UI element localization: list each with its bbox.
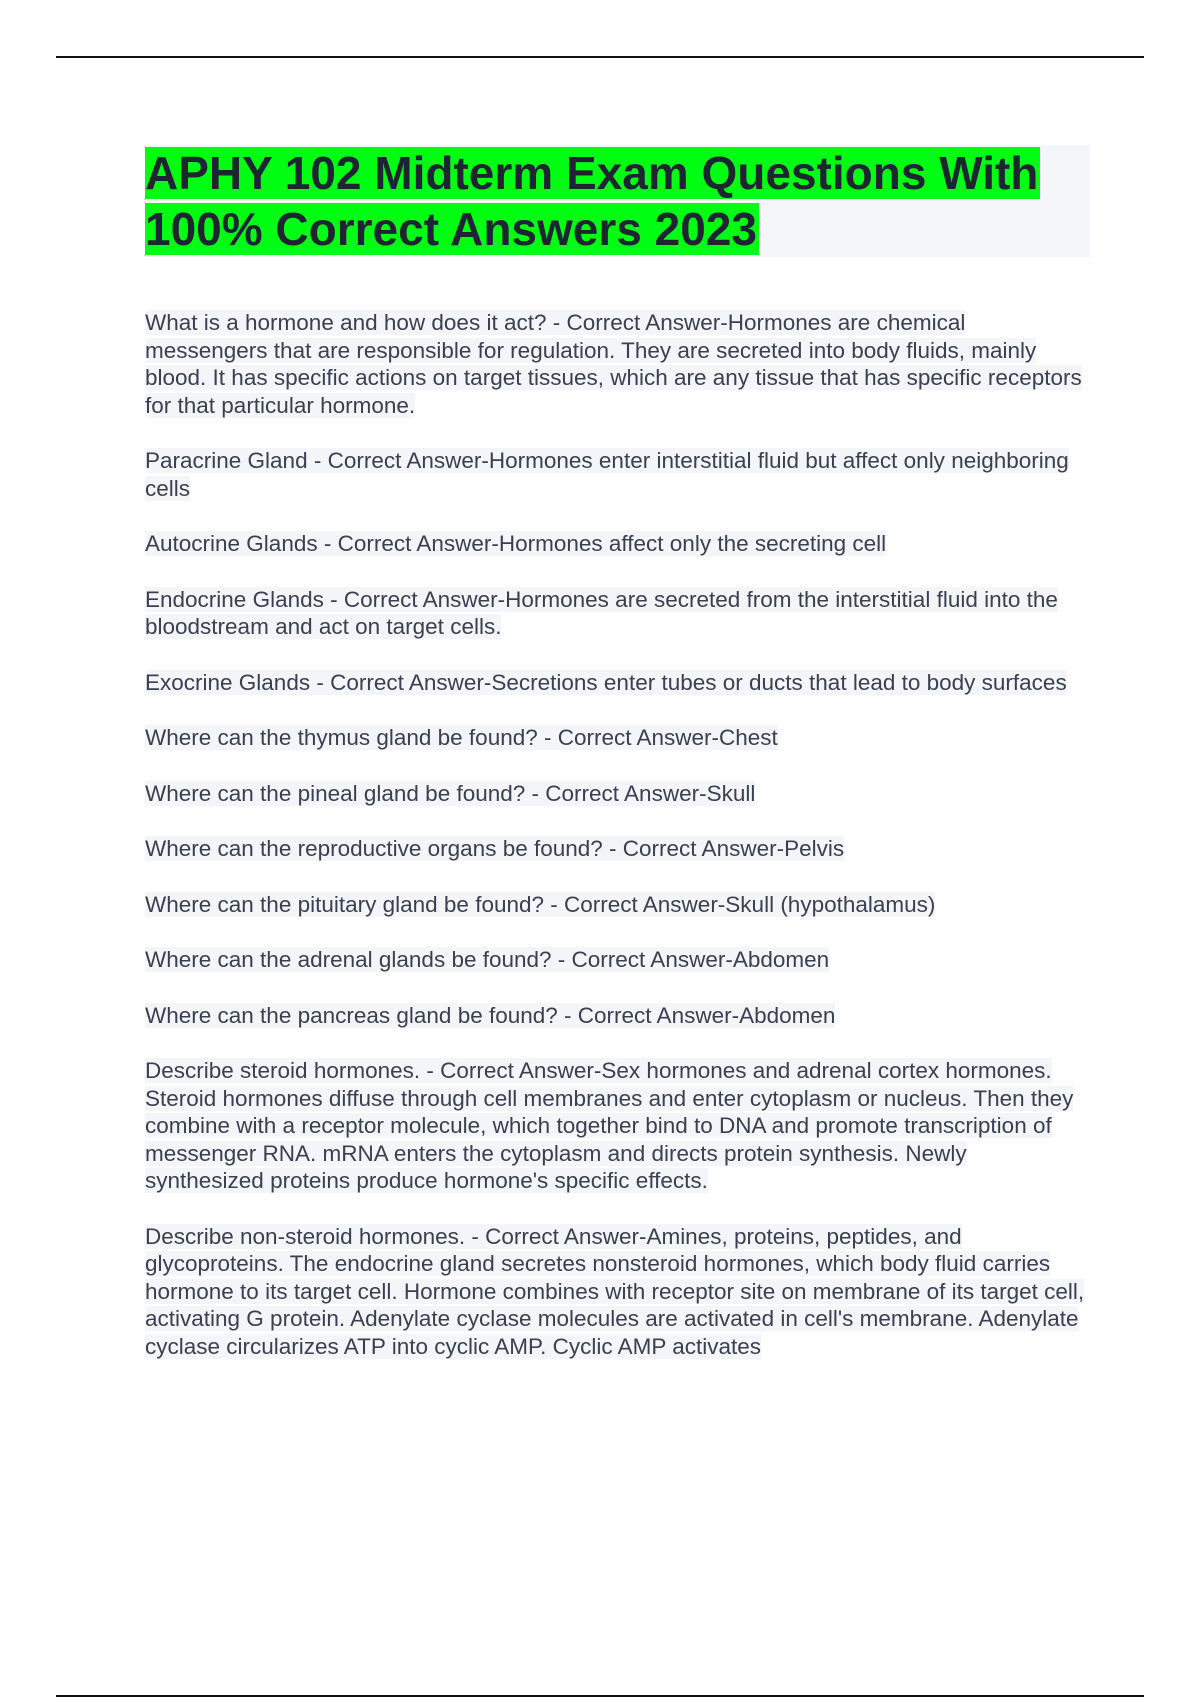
qa-item: Where can the adrenal glands be found? - Correct Answer-Abdomen: [145, 947, 830, 972]
bottom-rule: [56, 1695, 1144, 1697]
document-body: [145, 145, 1090, 1388]
qa-item: Autocrine Glands - Correct Answer-Hormones affect only the secreting cell: [145, 531, 887, 556]
qa-item: Exocrine Glands - Correct Answer-Secretions enter tubes or ducts that lead to body surfaces: [145, 669, 1067, 695]
qa-item: Endocrine Glands - Correct Answer-Hormones are secreted from the interstitial fluid into the bloodstream and act on target cells.: [145, 586, 1058, 639]
title-highlight: APHY 102 Midterm Exam Questions With 100% Correct Answers 2023: [145, 147, 1039, 255]
qa-item: What is a hormone and how does it act? - Correct Answer-Hormones are chemical messengers that are responsible for regulation. They are secreted into body fluids, mainly blood. It has specific actions on target tissues, which are any tissue that has specific receptors for that particular hormone.: [145, 310, 1082, 418]
qa-item: Describe non-steroid hormones. - Correct Answer-Amines, proteins, peptides, and glycoproteins. The endocrine gland secretes nonsteroid hormones, which body fluid carries hormone to its target cell. Hormone combines with receptor site on membrane of its target cell, activating G protein. Adenylate cyclase molecules are activated in cell's membrane. Adenylate cyclase circularizes ATP into cyclic AMP. Cyclic AMP activates: [145, 1223, 1085, 1359]
qa-item: Where can the pituitary gland be found? - Correct Answer-Skull (hypothalamus): [145, 891, 936, 917]
qa-item: Describe steroid hormones. - Correct Answer-Sex hormones and adrenal cortex hormones. Steroid hormones diffuse through cell membranes and enter cytoplasm or nucleus. Then they combine with a receptor molecule, which together bind to DNA and promote transcription of messenger RNA. mRNA enters the cytoplasm and directs protein synthesis. Newly synthesized proteins produce hormone's specific effects.: [145, 1058, 1074, 1193]
qa-item: Where can the pineal gland be found? - Correct Answer-Skull: [145, 780, 756, 806]
qa-item: Paracrine Gland - Correct Answer-Hormones enter interstitial fluid but affect only neighboring cells: [145, 448, 1069, 501]
document-title: [145, 145, 1090, 257]
qa-item: Where can the thymus gland be found? - Correct Answer-Chest: [145, 725, 778, 750]
qa-item: Where can the reproductive organs be found? - Correct Answer-Pelvis: [145, 836, 845, 861]
title-block: [145, 145, 1090, 257]
top-rule: [56, 56, 1144, 58]
qa-item: Where can the pancreas gland be found? - Correct Answer-Abdomen: [145, 1002, 836, 1028]
